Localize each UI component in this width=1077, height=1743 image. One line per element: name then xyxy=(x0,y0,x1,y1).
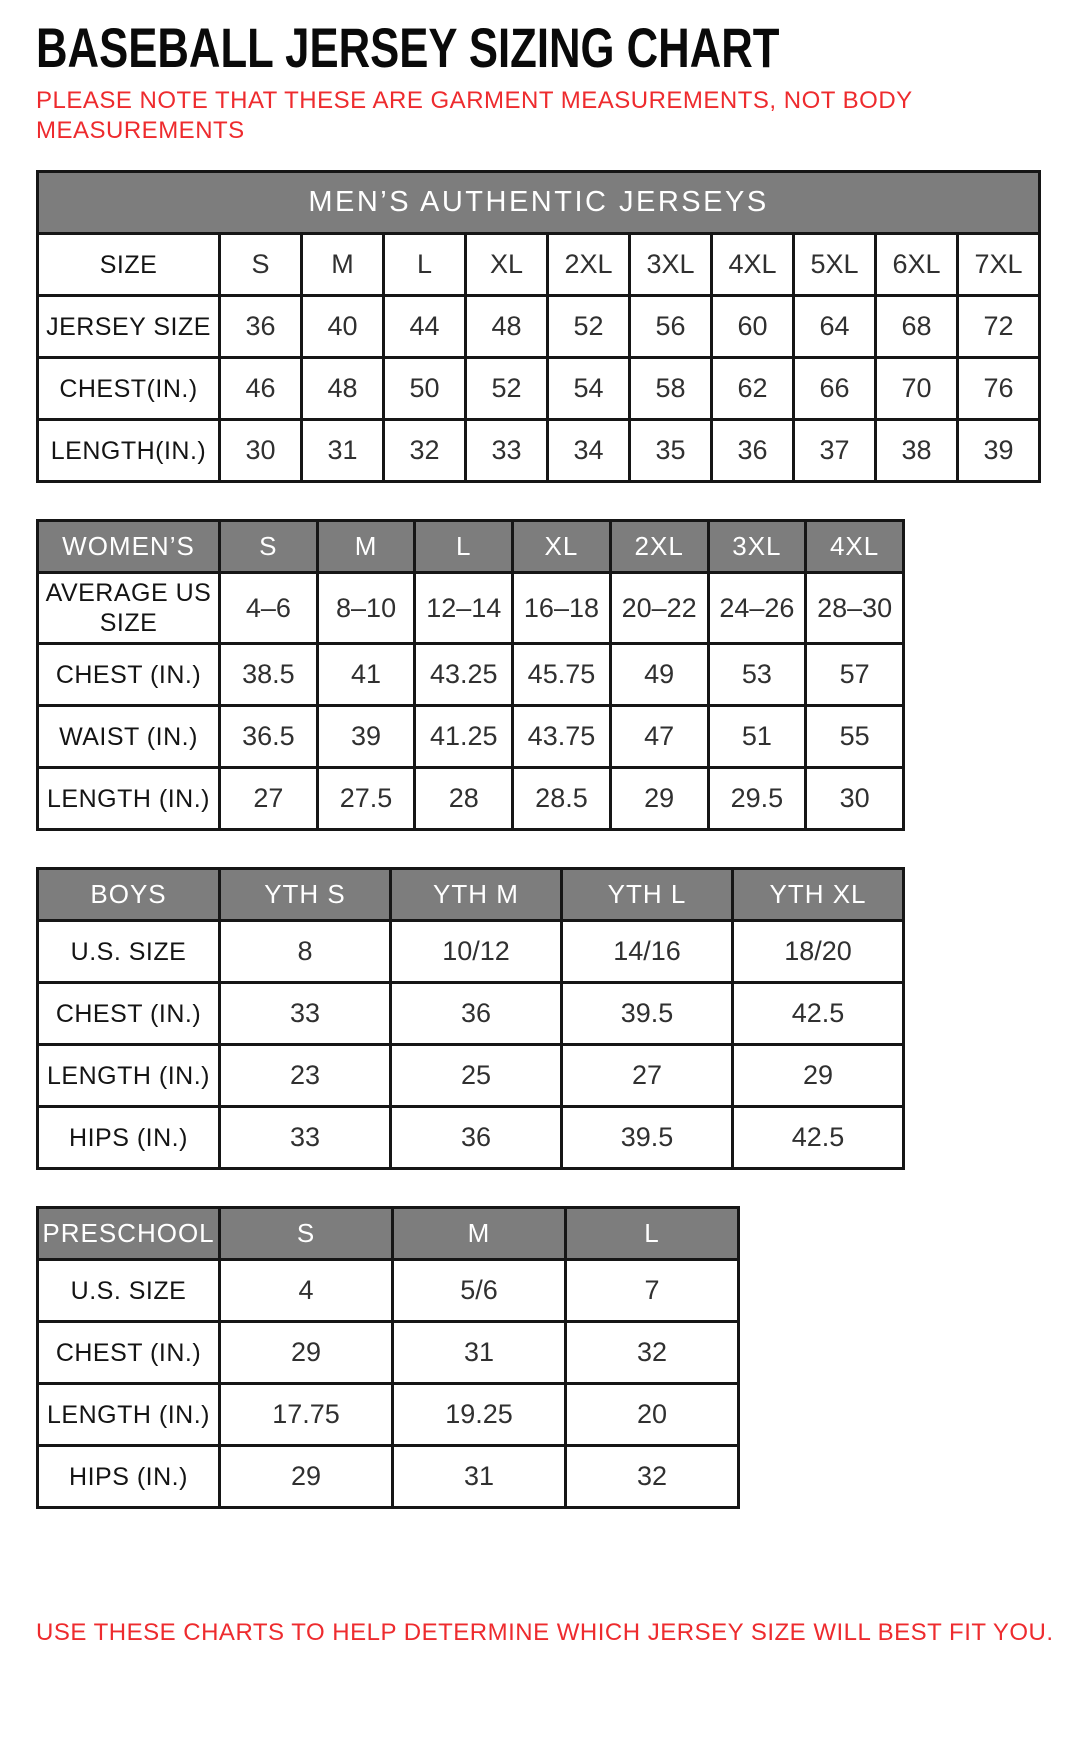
table-cell: 32 xyxy=(384,420,466,482)
table-cell: 20–22 xyxy=(610,573,708,644)
row-label: U.S. SIZE xyxy=(38,921,220,983)
table-row xyxy=(38,1384,739,1446)
table-cell: 43.25 xyxy=(415,644,513,706)
womens-header-row xyxy=(38,521,904,573)
row-label: WAIST (IN.) xyxy=(38,706,220,768)
tables-container xyxy=(36,170,1041,1509)
preschool-table xyxy=(36,1206,740,1509)
table-row xyxy=(38,644,904,706)
table-cell: M xyxy=(302,234,384,296)
womens-header-label: WOMEN’S xyxy=(38,521,220,573)
table-cell: 28 xyxy=(415,768,513,830)
column-header: YTH M xyxy=(391,869,562,921)
preschool-header-row xyxy=(38,1208,739,1260)
table-cell: 41 xyxy=(317,644,415,706)
table-cell: 37 xyxy=(794,420,876,482)
mens-banner-row xyxy=(38,172,1040,234)
table-cell: 29 xyxy=(733,1045,904,1107)
column-header: YTH S xyxy=(220,869,391,921)
table-row xyxy=(38,706,904,768)
table-row xyxy=(38,573,904,644)
table-cell: 51 xyxy=(708,706,806,768)
table-cell: 17.75 xyxy=(220,1384,393,1446)
column-header: XL xyxy=(513,521,611,573)
table-cell: 34 xyxy=(548,420,630,482)
table-cell: 52 xyxy=(466,358,548,420)
table-cell: 20 xyxy=(566,1384,739,1446)
table-row xyxy=(38,1107,904,1169)
table-cell: 36 xyxy=(220,296,302,358)
table-cell: 58 xyxy=(630,358,712,420)
table-cell: 31 xyxy=(393,1322,566,1384)
table-cell: 6XL xyxy=(876,234,958,296)
table-cell: 47 xyxy=(610,706,708,768)
table-cell: 42.5 xyxy=(733,983,904,1045)
table-cell: 38.5 xyxy=(220,644,318,706)
row-label: LENGTH (IN.) xyxy=(38,1384,220,1446)
column-header: 3XL xyxy=(708,521,806,573)
table-cell: 32 xyxy=(566,1322,739,1384)
table-cell: 33 xyxy=(220,1107,391,1169)
table-cell: 70 xyxy=(876,358,958,420)
row-label: CHEST (IN.) xyxy=(38,644,220,706)
table-cell: 50 xyxy=(384,358,466,420)
table-cell: 29 xyxy=(220,1322,393,1384)
table-cell: 57 xyxy=(806,644,904,706)
table-cell: 14/16 xyxy=(562,921,733,983)
table-cell: 60 xyxy=(712,296,794,358)
row-label: LENGTH (IN.) xyxy=(38,768,220,830)
table-cell: 33 xyxy=(220,983,391,1045)
table-cell: 5XL xyxy=(794,234,876,296)
table-cell: 40 xyxy=(302,296,384,358)
table-cell: 24–26 xyxy=(708,573,806,644)
table-cell: 43.75 xyxy=(513,706,611,768)
row-label: JERSEY SIZE xyxy=(38,296,220,358)
table-cell: L xyxy=(384,234,466,296)
table-cell: 19.25 xyxy=(393,1384,566,1446)
table-cell: 28–30 xyxy=(806,573,904,644)
table-cell: 45.75 xyxy=(513,644,611,706)
table-cell: 36 xyxy=(391,1107,562,1169)
table-cell: 55 xyxy=(806,706,904,768)
row-label: CHEST (IN.) xyxy=(38,983,220,1045)
column-header: YTH L xyxy=(562,869,733,921)
table-cell: 39 xyxy=(317,706,415,768)
table-cell: 25 xyxy=(391,1045,562,1107)
row-label: LENGTH(IN.) xyxy=(38,420,220,482)
table-cell: 27 xyxy=(562,1045,733,1107)
table-cell: 3XL xyxy=(630,234,712,296)
table-row xyxy=(38,420,1040,482)
table-cell: 29 xyxy=(220,1446,393,1508)
table-cell: 30 xyxy=(806,768,904,830)
table-cell: 72 xyxy=(958,296,1040,358)
page-title-text: BASEBALL JERSEY SIZING CHART xyxy=(36,16,780,79)
boys-header-row xyxy=(38,869,904,921)
table-cell: 4 xyxy=(220,1260,393,1322)
row-label: SIZE xyxy=(38,234,220,296)
table-cell: 39 xyxy=(958,420,1040,482)
womens-table xyxy=(36,519,905,831)
table-row xyxy=(38,234,1040,296)
table-cell: 38 xyxy=(876,420,958,482)
garment-measurements-note: PLEASE NOTE THAT THESE ARE GARMENT MEASUREMENTS, NOT BODY MEASUREMENTS xyxy=(36,87,913,144)
table-cell: 56 xyxy=(630,296,712,358)
table-row xyxy=(38,983,904,1045)
table-cell: 18/20 xyxy=(733,921,904,983)
table-cell: 32 xyxy=(566,1446,739,1508)
table-cell: 36.5 xyxy=(220,706,318,768)
table-cell: 39.5 xyxy=(562,1107,733,1169)
row-label: LENGTH (IN.) xyxy=(38,1045,220,1107)
table-cell: 48 xyxy=(302,358,384,420)
table-cell: 8 xyxy=(220,921,391,983)
column-header: M xyxy=(393,1208,566,1260)
page-title xyxy=(36,16,1041,79)
table-cell: 16–18 xyxy=(513,573,611,644)
table-cell: 31 xyxy=(393,1446,566,1508)
column-header: S xyxy=(220,521,318,573)
table-cell: 4XL xyxy=(712,234,794,296)
table-cell: 54 xyxy=(548,358,630,420)
table-row xyxy=(38,1446,739,1508)
table-cell: 10/12 xyxy=(391,921,562,983)
column-header: M xyxy=(317,521,415,573)
preschool-header-label: PRESCHOOL xyxy=(38,1208,220,1260)
column-header: YTH XL xyxy=(733,869,904,921)
column-header: L xyxy=(566,1208,739,1260)
table-cell: 4–6 xyxy=(220,573,318,644)
table-cell: 52 xyxy=(548,296,630,358)
column-header: 2XL xyxy=(610,521,708,573)
row-label: HIPS (IN.) xyxy=(38,1107,220,1169)
table-cell: XL xyxy=(466,234,548,296)
table-cell: 23 xyxy=(220,1045,391,1107)
table-cell: 53 xyxy=(708,644,806,706)
table-row xyxy=(38,296,1040,358)
table-row xyxy=(38,1322,739,1384)
column-header: L xyxy=(415,521,513,573)
sizing-chart-page xyxy=(36,16,1054,1647)
table-cell: 29 xyxy=(610,768,708,830)
table-cell: 39.5 xyxy=(562,983,733,1045)
table-cell: 5/6 xyxy=(393,1260,566,1322)
row-label: HIPS (IN.) xyxy=(38,1446,220,1508)
table-row xyxy=(38,768,904,830)
boys-header-label: BOYS xyxy=(38,869,220,921)
table-cell: 49 xyxy=(610,644,708,706)
table-row xyxy=(38,921,904,983)
table-cell: 44 xyxy=(384,296,466,358)
table-cell: 48 xyxy=(466,296,548,358)
table-cell: 36 xyxy=(391,983,562,1045)
table-cell: S xyxy=(220,234,302,296)
table-cell: 64 xyxy=(794,296,876,358)
table-cell: 66 xyxy=(794,358,876,420)
table-cell: 33 xyxy=(466,420,548,482)
column-header: 4XL xyxy=(806,521,904,573)
table-cell: 31 xyxy=(302,420,384,482)
table-cell: 27 xyxy=(220,768,318,830)
table-cell: 46 xyxy=(220,358,302,420)
table-cell: 30 xyxy=(220,420,302,482)
table-row xyxy=(38,1260,739,1322)
footer-note: USE THESE CHARTS TO HELP DETERMINE WHICH JERSEY SIZE WILL BEST FIT YOU. xyxy=(36,1619,1054,1646)
table-cell: 7 xyxy=(566,1260,739,1322)
table-cell: 28.5 xyxy=(513,768,611,830)
table-cell: 76 xyxy=(958,358,1040,420)
row-label: CHEST (IN.) xyxy=(38,1322,220,1384)
table-row xyxy=(38,1045,904,1107)
table-cell: 12–14 xyxy=(415,573,513,644)
table-cell: 27.5 xyxy=(317,768,415,830)
boys-table xyxy=(36,867,905,1170)
mens-table xyxy=(36,170,1041,483)
table-cell: 36 xyxy=(712,420,794,482)
table-cell: 35 xyxy=(630,420,712,482)
table-row xyxy=(38,358,1040,420)
table-cell: 41.25 xyxy=(415,706,513,768)
row-label: U.S. SIZE xyxy=(38,1260,220,1322)
table-cell: 8–10 xyxy=(317,573,415,644)
table-cell: 7XL xyxy=(958,234,1040,296)
table-cell: 29.5 xyxy=(708,768,806,830)
table-cell: 2XL xyxy=(548,234,630,296)
row-label: AVERAGE US SIZE xyxy=(38,573,220,644)
row-label: CHEST(IN.) xyxy=(38,358,220,420)
mens-banner: MEN’S AUTHENTIC JERSEYS xyxy=(38,172,1040,234)
table-cell: 62 xyxy=(712,358,794,420)
table-cell: 42.5 xyxy=(733,1107,904,1169)
column-header: S xyxy=(220,1208,393,1260)
table-cell: 68 xyxy=(876,296,958,358)
